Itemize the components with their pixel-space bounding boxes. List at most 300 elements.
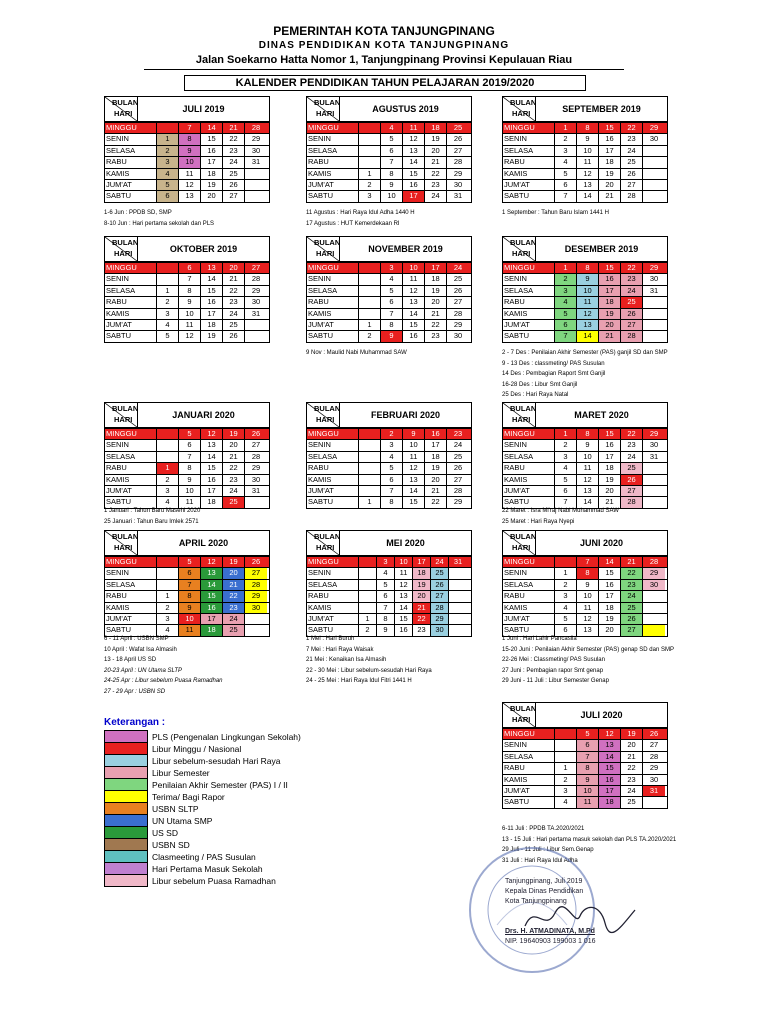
date-cell: 27 <box>251 440 261 450</box>
bulan-label: BULAN <box>112 238 139 247</box>
date-cell: 8 <box>577 763 599 773</box>
date-cell: 16 <box>201 146 223 156</box>
date-cell <box>449 568 467 578</box>
date-cell: 18 <box>425 123 447 133</box>
date-cell: 14 <box>577 331 599 341</box>
date-cell: 30 <box>245 603 267 613</box>
date-cell: 21 <box>599 497 621 507</box>
day-row <box>307 556 471 567</box>
date-cell <box>643 497 665 507</box>
day-row <box>105 308 269 319</box>
day-row <box>503 796 667 807</box>
hari-label: HARI <box>316 415 335 424</box>
date-cell <box>643 169 665 179</box>
date-cell: 12 <box>179 180 201 190</box>
date-cell: 12 <box>403 463 425 473</box>
date-cell: 26 <box>649 729 659 738</box>
date-cell: 26 <box>223 331 245 341</box>
note-line: 24-25 Apr : Libur sebelum Puasa Ramadhan <box>104 678 223 684</box>
date-cell <box>245 497 267 507</box>
note-line: 6 - 11 April : USBN SMP <box>104 636 169 642</box>
date-cell: 7 <box>179 123 201 133</box>
date-cell <box>359 463 381 473</box>
month-table <box>502 236 668 343</box>
bulan-label: BULAN <box>510 404 537 413</box>
legend-label: Libur sebelum Puasa Ramadhan <box>152 875 276 886</box>
date-cell: 5 <box>381 463 403 473</box>
date-cell: 28 <box>251 451 261 461</box>
date-cell: 21 <box>599 331 621 341</box>
note-line: 1 Mei : Hari Buruh <box>306 636 355 642</box>
day-name: JUM'AT <box>503 486 555 496</box>
month-header <box>503 97 667 122</box>
date-cell: 23 <box>425 180 447 190</box>
date-cell: 14 <box>201 123 223 133</box>
day-row <box>503 319 667 330</box>
date-cell: 12 <box>201 557 223 567</box>
date-cell <box>245 191 267 201</box>
day-row <box>307 122 471 133</box>
note-line: 1 Januari : Tahun Baru Masehi 2020 <box>104 508 201 514</box>
date-cell: 19 <box>425 463 447 473</box>
date-cell: 16 <box>201 603 223 613</box>
corner-label <box>307 97 340 121</box>
day-row <box>503 785 667 796</box>
date-cell: 28 <box>431 603 449 613</box>
date-cell: 4 <box>555 603 577 613</box>
date-cell <box>643 180 665 190</box>
day-name: RABU <box>503 297 555 307</box>
month-notes <box>502 506 619 527</box>
date-cell: 26 <box>251 557 261 566</box>
date-cell: 2 <box>359 625 377 635</box>
note-line: 11 Agustus : Hari Raya Idul Adha 1440 H <box>306 210 415 216</box>
date-cell <box>157 440 179 450</box>
day-row <box>307 179 471 190</box>
date-cell: 10 <box>179 486 201 496</box>
day-row <box>105 133 269 144</box>
legend-item <box>104 874 304 887</box>
sign-place-date: Tanjungpinang, Juli 2019 <box>505 878 583 885</box>
month-name: OKTOBER 2019 <box>169 244 238 254</box>
date-cell: 8 <box>377 614 395 624</box>
date-cell: 14 <box>201 580 223 590</box>
date-cell: 15 <box>201 591 223 601</box>
date-cell <box>643 603 665 613</box>
date-cell: 6 <box>179 568 201 578</box>
date-cell: 28 <box>251 274 261 284</box>
date-cell: 24 <box>453 440 463 450</box>
note-line: 31 Juli : Hari Raya Idul Adha <box>502 857 578 864</box>
month-table <box>502 702 668 809</box>
date-cell: 16 <box>599 775 621 785</box>
date-cell: 18 <box>425 274 447 284</box>
month-table <box>306 236 472 343</box>
day-name: JUM'AT <box>503 614 555 624</box>
date-cell: 23 <box>621 134 643 144</box>
date-cell: 9 <box>179 297 201 307</box>
corner-label <box>503 703 536 727</box>
day-name: KAMIS <box>307 309 359 319</box>
date-cell: 24 <box>621 146 643 156</box>
date-cell: 20 <box>599 180 621 190</box>
date-cell: 1 <box>157 286 179 296</box>
hari-label: HARI <box>316 249 335 258</box>
legend-swatch <box>104 874 148 887</box>
date-cell: 15 <box>403 320 425 330</box>
date-cell: 30 <box>649 774 659 784</box>
note-line: 1 September : Tahun Baru Islam 1441 H <box>502 210 609 216</box>
legend-label: PLS (Pengenalan Lingkungan Sekolah) <box>152 731 301 742</box>
date-cell: 18 <box>599 157 621 167</box>
date-cell: 17 <box>403 191 425 201</box>
day-name: KAMIS <box>503 603 555 613</box>
date-cell: 30 <box>649 274 659 284</box>
date-cell: 16 <box>599 580 621 590</box>
day-name: RABU <box>307 297 359 307</box>
day-name: JUM'AT <box>307 614 359 624</box>
date-cell: 2 <box>157 297 179 307</box>
date-cell <box>359 603 377 613</box>
date-cell: 5 <box>555 169 577 179</box>
date-cell: 26 <box>453 285 463 295</box>
date-cell: 28 <box>621 331 643 341</box>
calendar-title: KALENDER PENDIDIKAN TAHUN PELAJARAN 2019/2020 <box>184 75 586 91</box>
date-cell: 21 <box>413 603 431 613</box>
date-cell: 10 <box>577 452 599 462</box>
date-cell <box>245 320 267 330</box>
date-cell: 29 <box>453 497 463 507</box>
date-cell: 11 <box>577 157 599 167</box>
date-cell: 19 <box>201 331 223 341</box>
date-cell: 15 <box>403 169 425 179</box>
day-row <box>503 190 667 201</box>
date-cell: 13 <box>577 180 599 190</box>
day-name: RABU <box>307 591 359 601</box>
note-line: 27 - 29 Apr : USBN SD <box>104 688 166 695</box>
date-cell: 23 <box>621 440 643 450</box>
date-cell: 19 <box>599 169 621 179</box>
date-cell: 23 <box>223 146 245 156</box>
date-cell <box>157 263 179 273</box>
date-cell: 3 <box>555 286 577 296</box>
month-name: JANUARI 2020 <box>172 410 235 420</box>
date-cell: 19 <box>599 309 621 319</box>
hari-label: HARI <box>316 109 335 118</box>
date-cell: 29 <box>453 168 463 178</box>
date-cell: 2 <box>157 146 179 156</box>
day-row <box>105 190 269 201</box>
note-line: 15-20 Juni : Penilaian Akhir Semester (PAS) genap SD dan SMP <box>502 646 674 653</box>
date-cell <box>157 274 179 284</box>
date-cell: 11 <box>179 169 201 179</box>
day-row <box>503 439 667 450</box>
hari-label: HARI <box>512 249 531 258</box>
month-name: SEPTEMBER 2019 <box>562 104 641 114</box>
bulan-label: BULAN <box>510 98 537 107</box>
date-cell: 2 <box>157 475 179 485</box>
day-row <box>503 428 667 439</box>
date-cell: 22 <box>413 614 431 624</box>
date-cell: 17 <box>201 614 223 624</box>
date-cell: 12 <box>577 475 599 485</box>
date-cell <box>157 123 179 133</box>
bulan-label: BULAN <box>112 98 139 107</box>
date-cell: 17 <box>201 157 223 167</box>
month-table <box>104 530 270 637</box>
bulan-label: BULAN <box>112 404 139 413</box>
date-cell: 6 <box>555 625 577 635</box>
date-cell: 22 <box>425 169 447 179</box>
date-cell: 19 <box>413 580 431 590</box>
date-cell: 14 <box>577 497 599 507</box>
month-header <box>307 531 471 556</box>
note-line: 9 - 13 Des : classmeting/ PAS Susulan <box>502 360 605 367</box>
date-cell: 21 <box>223 274 245 284</box>
date-cell: 15 <box>403 497 425 507</box>
date-cell: 13 <box>179 191 201 201</box>
day-name: KAMIS <box>307 475 359 485</box>
date-cell: 3 <box>157 486 179 496</box>
note-line: 6-11 Juli : PPDB TA.2020/2021 <box>502 826 585 832</box>
date-cell: 5 <box>157 180 179 190</box>
day-row <box>307 308 471 319</box>
date-cell: 7 <box>381 309 403 319</box>
date-cell: 1 <box>157 134 179 144</box>
day-name: KAMIS <box>105 169 157 179</box>
date-cell: 6 <box>179 440 201 450</box>
day-name: SENIN <box>503 568 555 578</box>
note-line: 9 Nov : Maulid Nabi Muhammad SAW <box>306 350 407 356</box>
day-name: SELASA <box>307 146 359 156</box>
day-row <box>307 579 471 590</box>
date-cell: 14 <box>403 157 425 167</box>
date-cell: 10 <box>577 786 599 796</box>
day-row <box>307 296 471 307</box>
date-cell: 6 <box>577 740 599 750</box>
date-cell: 4 <box>157 320 179 330</box>
date-cell: 11 <box>577 797 599 807</box>
day-row <box>503 567 667 578</box>
date-cell: 14 <box>599 557 621 567</box>
date-cell: 28 <box>251 123 261 132</box>
day-name: RABU <box>105 297 157 307</box>
bulan-label: BULAN <box>314 238 341 247</box>
day-row <box>503 613 667 624</box>
date-cell: 5 <box>157 331 179 341</box>
date-cell: 6 <box>157 191 179 201</box>
legend-label: US SD <box>152 827 178 838</box>
date-cell: 12 <box>179 331 201 341</box>
date-cell: 6 <box>179 263 201 273</box>
day-row <box>503 145 667 156</box>
date-cell: 7 <box>381 157 403 167</box>
date-cell: 25 <box>621 463 643 473</box>
date-cell: 8 <box>381 169 403 179</box>
bulan-label: BULAN <box>314 532 341 541</box>
day-name: KAMIS <box>307 603 359 613</box>
date-cell: 21 <box>621 752 643 762</box>
date-cell: 20 <box>425 475 447 485</box>
date-cell: 4 <box>381 274 403 284</box>
date-cell: 11 <box>179 497 201 507</box>
date-cell: 15 <box>599 568 621 578</box>
date-cell: 29 <box>245 591 267 601</box>
day-name: RABU <box>503 463 555 473</box>
day-row <box>105 567 269 578</box>
date-cell: 27 <box>453 474 463 484</box>
date-cell: 15 <box>201 134 223 144</box>
day-name: JUM'AT <box>105 486 157 496</box>
date-cell: 29 <box>453 319 463 329</box>
date-cell: 2 <box>555 775 577 785</box>
day-row <box>105 613 269 624</box>
date-cell <box>245 625 267 635</box>
month-table <box>104 402 270 509</box>
date-cell <box>643 157 665 167</box>
date-cell: 21 <box>621 557 643 567</box>
note-line: 21 Mei : Kenaikan Isa Almasih <box>306 657 387 663</box>
date-cell: 11 <box>179 320 201 330</box>
date-cell: 20 <box>425 297 447 307</box>
day-name: SABTU <box>307 331 359 341</box>
month-header <box>105 403 269 428</box>
bulan-label: BULAN <box>314 98 341 107</box>
day-row <box>503 262 667 273</box>
signer-name: Drs. H. ATMADINATA, M.Pd <box>505 928 595 935</box>
date-cell: 23 <box>453 429 463 438</box>
date-cell: 4 <box>157 625 179 635</box>
day-name: SENIN <box>503 274 555 284</box>
date-cell: 25 <box>453 274 463 284</box>
date-cell: 3 <box>157 614 179 624</box>
month-header <box>105 97 269 122</box>
bulan-label: BULAN <box>510 704 537 713</box>
day-name: KAMIS <box>307 169 359 179</box>
date-cell: 9 <box>179 475 201 485</box>
date-cell: 20 <box>621 740 643 750</box>
date-cell: 25 <box>223 169 245 179</box>
corner-label <box>503 531 536 555</box>
date-cell: 8 <box>179 463 201 473</box>
date-cell: 6 <box>555 320 577 330</box>
date-cell: 2 <box>555 440 577 450</box>
date-cell: 28 <box>621 497 643 507</box>
day-row <box>503 485 667 496</box>
date-cell: 25 <box>621 157 643 167</box>
day-name: SABTU <box>307 497 359 507</box>
date-cell: 13 <box>403 297 425 307</box>
date-cell: 31 <box>649 285 659 295</box>
date-cell: 13 <box>201 568 223 578</box>
note-line: 22-26 Mei : Classmeting/ PAS Susulan <box>502 657 605 663</box>
date-cell <box>643 146 665 156</box>
date-cell <box>449 625 467 635</box>
date-cell: 6 <box>381 475 403 485</box>
date-cell: 28 <box>245 580 267 590</box>
corner-label <box>105 97 138 121</box>
date-cell: 8 <box>381 497 403 507</box>
day-row <box>503 579 667 590</box>
date-cell <box>449 603 467 613</box>
date-cell <box>157 557 179 567</box>
date-cell: 17 <box>599 286 621 296</box>
date-cell: 5 <box>179 557 201 567</box>
date-cell: 23 <box>223 603 245 613</box>
date-cell: 4 <box>555 797 577 807</box>
date-cell <box>643 320 665 330</box>
date-cell: 22 <box>621 763 643 773</box>
month-name: MEI 2020 <box>386 538 425 548</box>
date-cell: 20 <box>223 263 245 273</box>
legend-title: Keterangan : <box>104 717 166 728</box>
date-cell: 3 <box>555 786 577 796</box>
day-row <box>307 428 471 439</box>
date-cell: 26 <box>431 580 449 590</box>
date-cell: 5 <box>555 614 577 624</box>
day-name: SENIN <box>307 134 359 144</box>
date-cell <box>643 475 665 485</box>
date-cell <box>359 486 381 496</box>
date-cell: 15 <box>599 123 621 133</box>
date-cell: 29 <box>251 285 261 295</box>
date-cell: 5 <box>179 429 201 439</box>
date-cell: 9 <box>577 134 599 144</box>
date-cell: 16 <box>395 625 413 635</box>
date-cell: 12 <box>403 286 425 296</box>
date-cell: 21 <box>223 123 245 133</box>
day-row <box>307 451 471 462</box>
day-name: SELASA <box>503 146 555 156</box>
date-cell: 31 <box>649 451 659 461</box>
day-name: JUM'AT <box>307 180 359 190</box>
day-row <box>307 567 471 578</box>
day-name: SABTU <box>105 497 157 507</box>
day-name: RABU <box>307 157 359 167</box>
date-cell: 25 <box>621 603 643 613</box>
date-cell: 13 <box>577 320 599 330</box>
note-line: 17 Agustus : HUT Kemerdekaan RI <box>306 220 400 227</box>
date-cell <box>643 297 665 307</box>
date-cell: 9 <box>577 580 599 590</box>
date-cell: 30 <box>251 145 261 155</box>
date-cell: 22 <box>425 497 447 507</box>
date-cell: 25 <box>621 297 643 307</box>
date-cell: 15 <box>395 614 413 624</box>
date-cell: 6 <box>555 486 577 496</box>
date-cell: 7 <box>377 603 395 613</box>
day-row <box>307 168 471 179</box>
date-cell: 1 <box>359 320 381 330</box>
corner-label <box>503 237 536 261</box>
day-name: SABTU <box>307 625 359 635</box>
day-name: JUM'AT <box>105 180 157 190</box>
date-cell: 21 <box>425 309 447 319</box>
day-row <box>307 590 471 601</box>
date-cell <box>359 146 381 156</box>
date-cell: 1 <box>555 763 577 773</box>
day-row <box>105 451 269 462</box>
date-cell: 6 <box>381 297 403 307</box>
date-cell: 28 <box>453 157 463 167</box>
month-table <box>104 236 270 343</box>
day-row <box>503 285 667 296</box>
date-cell: 18 <box>599 297 621 307</box>
date-cell: 25 <box>621 797 643 807</box>
date-cell: 13 <box>577 486 599 496</box>
date-cell: 26 <box>621 169 643 179</box>
date-cell: 15 <box>599 263 621 273</box>
